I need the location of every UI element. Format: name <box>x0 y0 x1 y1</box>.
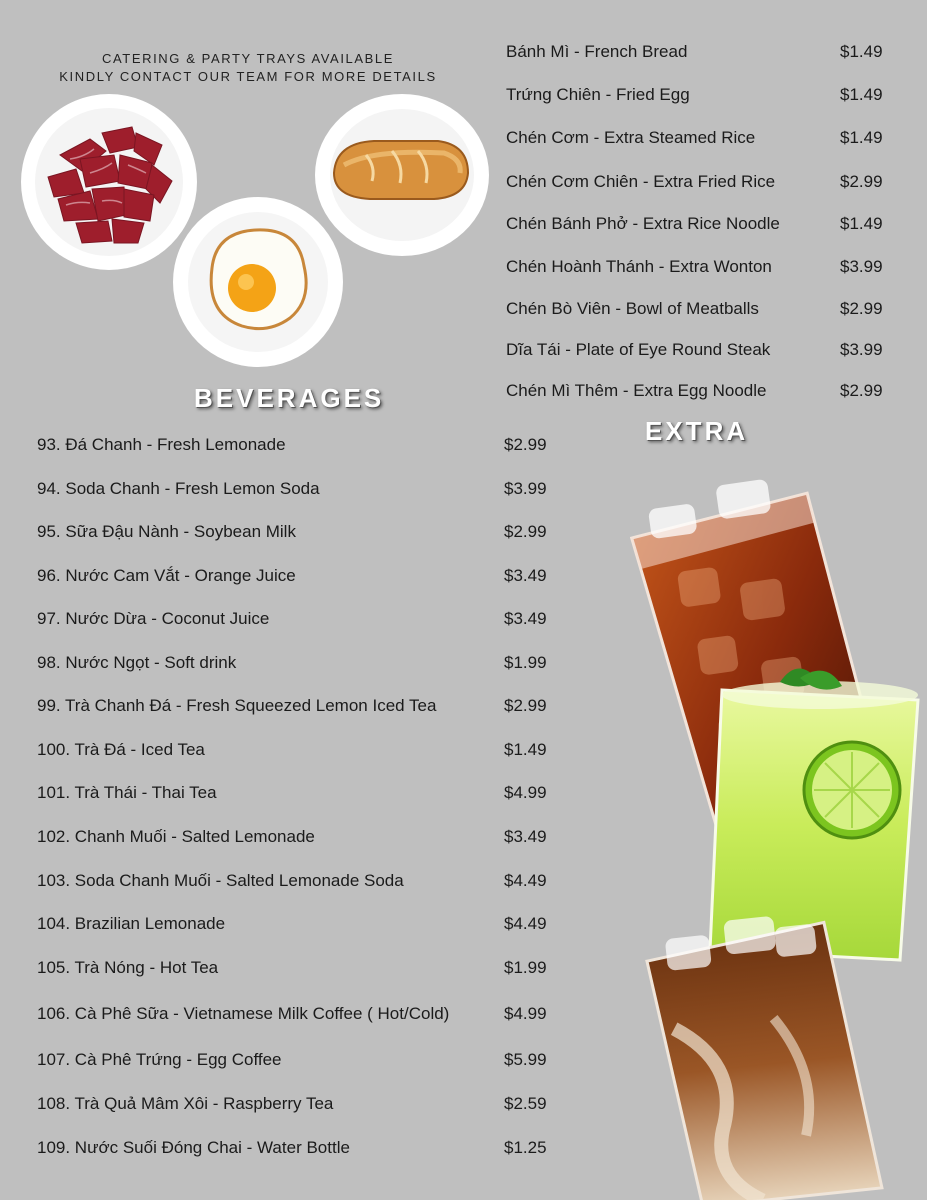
extra-item <box>506 85 883 105</box>
extra-item-price: $3.99 <box>840 340 883 359</box>
beverage-item-price: $1.99 <box>504 653 547 672</box>
beverage-item <box>37 914 547 934</box>
beverage-item-price: $3.99 <box>504 479 547 498</box>
beverage-item-price: $1.49 <box>504 740 547 759</box>
beverage-item-price: $1.25 <box>504 1138 547 1157</box>
catering-notice <box>30 50 466 86</box>
french-bread-plate-image <box>314 93 490 257</box>
beverage-item-price: $4.99 <box>504 783 547 802</box>
extra-item-price: $3.99 <box>840 257 883 276</box>
beverage-item-price: $3.49 <box>504 827 547 846</box>
beverage-item-price: $2.99 <box>504 435 547 454</box>
beverage-item <box>37 1050 547 1070</box>
beverage-item-price: $3.49 <box>504 609 547 628</box>
extra-item-price: $1.49 <box>840 214 883 233</box>
beverage-item-price: $1.99 <box>504 958 547 977</box>
beverage-item <box>37 653 547 673</box>
beverage-item <box>37 827 547 847</box>
beverage-item-name: 93. Đá Chanh - Fresh Lemonade <box>37 435 286 454</box>
beverage-item-price: $4.99 <box>504 1004 547 1023</box>
beverage-item-price: $2.99 <box>504 522 547 541</box>
beverage-item <box>37 479 547 499</box>
beverage-item <box>37 740 547 760</box>
beverage-item-name: 96. Nước Cam Vắt - Orange Juice <box>37 566 296 585</box>
beverage-item-name: 106. Cà Phê Sữa - Vietnamese Milk Coffee ( Hot/Cold) <box>37 1004 450 1023</box>
beverage-item-price: $2.59 <box>504 1094 547 1113</box>
extra-item-name: Bánh Mì - French Bread <box>506 42 688 61</box>
extra-item <box>506 381 883 401</box>
beverage-item-name: 98. Nước Ngọt - Soft drink <box>37 653 237 672</box>
extra-item <box>506 42 883 62</box>
beverage-item <box>37 783 547 803</box>
extra-item <box>506 128 883 148</box>
extra-item <box>506 172 883 192</box>
beverage-item <box>37 696 547 716</box>
extra-item-price: $2.99 <box>840 381 883 400</box>
extra-item <box>506 214 883 234</box>
catering-line-1: CATERING & PARTY TRAYS AVAILABLE <box>101 51 395 66</box>
extra-item-price: $2.99 <box>840 172 883 191</box>
beverage-item-name: 101. Trà Thái - Thai Tea <box>37 783 217 802</box>
beverage-item <box>37 566 547 586</box>
beverage-item <box>37 522 547 542</box>
beverage-item-name: 109. Nước Suối Đóng Chai - Water Bottle <box>37 1138 350 1157</box>
extra-item-name: Chén Hoành Thánh - Extra Wonton <box>506 257 772 276</box>
beverage-item-price: $5.99 <box>504 1050 547 1069</box>
extra-item-name: Chén Cơm - Extra Steamed Rice <box>506 128 756 147</box>
extra-item <box>506 340 883 360</box>
beverage-item-price: $4.49 <box>504 871 547 890</box>
extra-item-name: Chén Cơm Chiên - Extra Fried Rice <box>506 172 776 191</box>
extra-item-name: Chén Mì Thêm - Extra Egg Noodle <box>506 381 767 400</box>
extra-item-price: $1.49 <box>840 42 883 61</box>
catering-line-2: KINDLY CONTACT OUR TEAM FOR MORE DETAILS <box>59 69 437 84</box>
beverage-item-name: 100. Trà Đá - Iced Tea <box>37 740 205 759</box>
beverage-item-name: 107. Cà Phê Trứng - Egg Coffee <box>37 1050 282 1069</box>
beverage-item <box>37 1094 547 1114</box>
extra-item-name: Chén Bò Viên - Bowl of Meatballs <box>506 299 759 318</box>
beverage-item-name: 102. Chanh Muối - Salted Lemonade <box>37 827 315 846</box>
beverage-item <box>37 1004 547 1024</box>
beverage-item <box>37 435 547 455</box>
beverage-item <box>37 609 547 629</box>
extra-item-name: Trứng Chiên - Fried Egg <box>506 85 690 104</box>
beverage-item-name: 95. Sữa Đậu Nành - Soybean Milk <box>37 522 296 541</box>
beverage-item-price: $2.99 <box>504 696 547 715</box>
beverage-item-price: $4.49 <box>504 914 547 933</box>
beverages-title: BEVERAGES <box>194 383 385 413</box>
beverage-item <box>37 958 547 978</box>
extra-item-name: Chén Bánh Phở - Extra Rice Noodle <box>506 214 780 233</box>
beverage-item-name: 103. Soda Chanh Muối - Salted Lemonade Soda <box>37 871 404 890</box>
extra-item-name: Dĩa Tái - Plate of Eye Round Steak <box>506 340 771 359</box>
extra-item-price: $1.49 <box>840 128 883 147</box>
beverage-item-name: 97. Nước Dừa - Coconut Juice <box>37 609 270 628</box>
extra-title: EXTRA <box>645 416 749 446</box>
beverage-item <box>37 871 547 891</box>
extra-item <box>506 257 883 277</box>
beverage-item-price: $3.49 <box>504 566 547 585</box>
beverage-item-name: 104. Brazilian Lemonade <box>37 914 226 933</box>
drinks-image <box>630 460 927 1200</box>
extra-item <box>506 299 883 319</box>
beverage-item-name: 94. Soda Chanh - Fresh Lemon Soda <box>37 479 320 498</box>
beverage-item-name: 99. Trà Chanh Đá - Fresh Squeezed Lemon Iced Tea <box>37 696 437 715</box>
beverage-item-name: 105. Trà Nóng - Hot Tea <box>37 958 219 977</box>
extra-item-price: $1.49 <box>840 85 883 104</box>
beverage-item-name: 108. Trà Quả Mâm Xôi - Raspberry Tea <box>37 1094 334 1113</box>
extra-item-price: $2.99 <box>840 299 883 318</box>
beverage-item <box>37 1138 547 1158</box>
